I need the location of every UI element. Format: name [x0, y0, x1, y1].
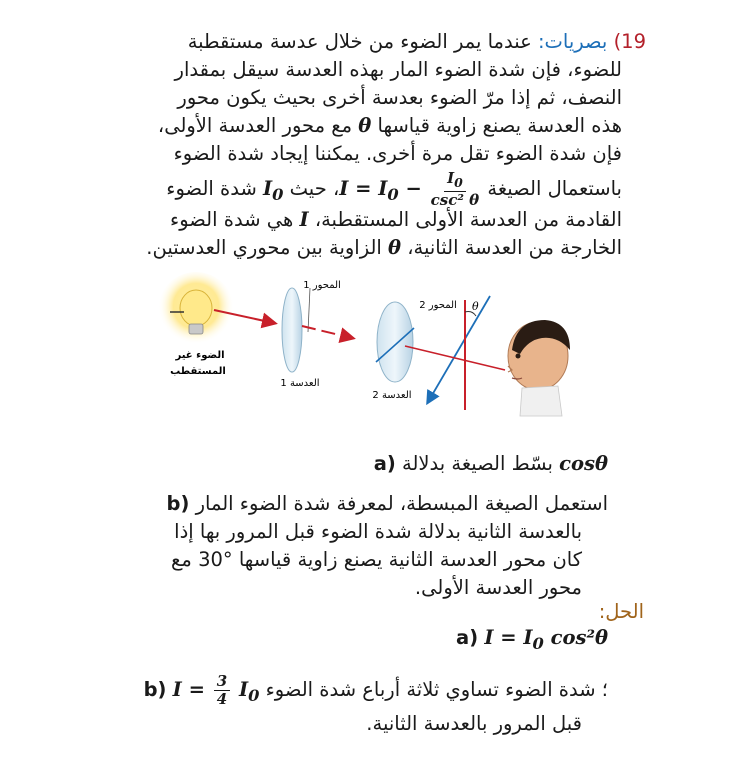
observer-face-icon — [508, 320, 570, 416]
solution-a: a) $I = I_0$ cos²θ — [456, 624, 608, 658]
lens-1 — [282, 288, 310, 372]
cos-theta-symbol: cosθ — [559, 452, 608, 475]
question-line-2: للضوء، فإن شدة الضوء المار بهذه العدسة سيقل بمقدار — [174, 58, 622, 81]
lens-1-label: العدسة 1 — [280, 378, 320, 389]
lens-2-label: العدسة 2 — [372, 390, 412, 401]
solution-b-formula: I = $\frac{3}{4}$ $I_0$ — [172, 672, 260, 708]
question-topic: بصريات: — [537, 30, 608, 53]
question-line-1: 19) بصريات: عندما يمر الضوء من خلال عدسة مستقطبة — [187, 30, 646, 53]
solution-a-formula: $I = I_0$ cos²θ — [484, 626, 608, 653]
source-label-line1: الضوء غير — [175, 350, 225, 361]
axis-2-label: المحور 2 — [419, 300, 457, 311]
part-b-line-1: b) استعمل الصيغة المبسطة، لمعرفة شدة الضوء المار — [166, 492, 608, 515]
solution-heading: الحل: — [598, 600, 644, 623]
part-a: a) بسّط الصيغة بدلالة cosθ — [374, 450, 608, 478]
solution-b-line-2: قبل المرور بالعدسة الثانية. — [366, 712, 582, 735]
outgoing-ray — [405, 346, 505, 370]
question-line-3: النصف، ثم إذا مرّ الضوء بعدسة أخرى بحيث يكون محور — [177, 86, 622, 109]
formula-fraction: $\frac{I_0}{\text{csc² θ}}$ — [430, 169, 480, 209]
axis-1-label: المحور 1 — [303, 280, 341, 291]
polarized-ray-1 — [302, 326, 352, 338]
three-quarters-fraction: $\frac{3}{4}$ — [214, 673, 230, 708]
theta-label: θ — [472, 300, 479, 313]
axis-2-line — [428, 296, 490, 402]
question-line-6: باستعمال الصيغة $I = I_0$ − $\frac{I_0}{\text{csc² θ}}$ ، حيث $I_0$ شدة الضوء — [166, 170, 622, 212]
part-b-line-2: بالعدسة الثانية بدلالة شدة الضوء قبل المرور بها إذا — [174, 520, 582, 543]
polarizer-figure — [150, 270, 620, 430]
i0-symbol: $I_0$ — [263, 177, 284, 204]
lens-2 — [377, 302, 413, 382]
theta-symbol-2: θ — [388, 236, 402, 259]
light-bulb-icon — [158, 272, 234, 348]
i-symbol: I — [299, 208, 309, 231]
question-line-8: الخارجة من العدسة الثانية، θ الزاوية بين محوري العدستين. — [146, 236, 622, 259]
question-line-5: فإن شدة الضوء تقل مرة أخرى. يمكننا إيجاد شدة الضوء — [173, 142, 622, 165]
question-line-7: القادمة من العدسة الأولى المستقطبة، I هي شدة الضوء — [170, 208, 622, 231]
source-label-line2: المستقطب — [170, 366, 226, 377]
solution-b-line-1: b) I = $\frac{3}{4}$ $I_0$ ؛ شدة الضوء تساوي ثلاثة أرباع شدة الضوء — [144, 672, 608, 714]
question-number: 19) — [613, 30, 646, 53]
part-b-line-4: محور العدسة الأولى. — [414, 576, 582, 599]
theta-symbol: θ — [358, 114, 372, 137]
question-line-4: هذه العدسة يصنع زاوية قياسها θ مع محور العدسة الأولى، — [157, 114, 622, 137]
formula: $I = I_0$ − $\frac{I_0}{\text{csc² θ}}$ — [339, 169, 480, 209]
part-b-line-3: كان محور العدسة الثانية يصنع زاوية قياسها °30 مع — [171, 548, 582, 571]
